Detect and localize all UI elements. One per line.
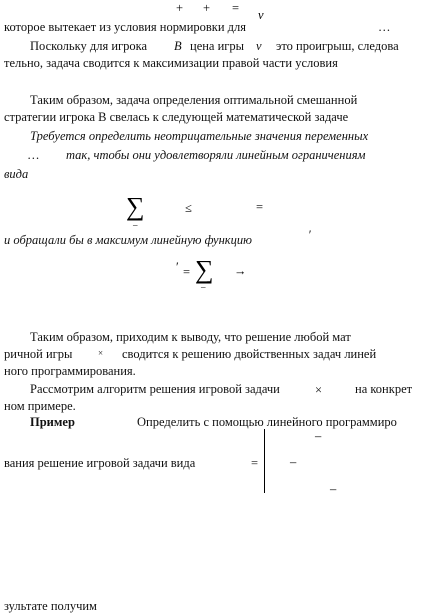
game-matrix-bracket [264,429,265,493]
text-line-determine: Определить с помощью линейного программиро [137,415,397,429]
eq-top-plus-1: + [176,1,184,15]
eq-top-plus-2: + [203,1,211,15]
eq2-sub-minus: ‒ [201,282,206,292]
text-line-strategy-b: стратегии игрока В свелась к следующей математической задаче [4,110,349,124]
matrix-minus-1: ‒ [315,429,322,443]
eq1-equals: = [256,200,264,214]
text-line-algorithm-a: Рассмотрим алгоритм решения игровой задачи [30,382,280,396]
text-line-matrix-game-times: × [98,348,104,358]
text-line-programming: ного программирования. [4,364,136,378]
eq1-sigma: ∑ [126,192,145,221]
text-line-conclusion: Таким образом, приходим к выводу, что решение любой мат [30,330,351,344]
matrix-minus-2: ‒ [290,455,297,469]
text-line-maximize-function: и обращали бы в максимум линейную функцию [4,233,252,247]
example-heading: Пример [30,415,75,429]
text-line-result: зультате получим [4,599,97,613]
text-line-algorithm-b: на конкрет [355,382,413,396]
text-line-game-form: вания решение игровой задачи вида [4,456,196,470]
text-line-normalization-dots: … [378,20,391,34]
text-line-algorithm-times: × [315,383,323,397]
text-line-maximization: тельно, задача сводится к максимизации правой части условия [4,56,338,70]
eq-top-nu: ν [258,8,264,22]
eq2-sigma: ∑ [195,255,214,284]
text-line-thus-task: Таким образом, задача определения оптимальной смешанной [30,93,358,107]
text-line-matrix-game-b: сводится к решению двойственных задач линей [122,347,377,361]
text-line-player-b-nu: ν [256,39,262,53]
text-line-player-b-letter: В [174,39,182,53]
eq1-less-equal: ≤ [185,201,192,215]
eq2-prime: ′ [176,260,179,274]
game-matrix-equals: = [251,456,259,470]
text-line-player-b-c: это проигрыш, следова [276,39,399,53]
text-line-constraints: так, чтобы они удовлетворяли линейным ограничениям [66,148,366,162]
eq2-equals: = [183,265,191,279]
eq-top-equals: = [232,1,240,15]
text-line-player-b-b: цена игры [190,39,245,53]
matrix-minus-3: ‒ [330,482,337,496]
text-line-required: Требуется определить неотрицательные значения переменных [30,129,369,143]
eq1-sub-minus: ‒ [133,220,138,230]
text-line-constraints-dots: … [28,148,40,162]
text-line-player-b-a: Поскольку для игрока [30,39,148,53]
text-line-of-form: вида [4,167,29,181]
text-line-matrix-game-a: ричной игры [4,347,73,361]
text-line-normalization: которое вытекает из условия нормировки для [4,20,247,34]
text-line-maximize-prime: ′ [308,228,311,242]
eq2-arrow: → [234,264,247,278]
text-line-example: ном примере. [4,399,76,413]
